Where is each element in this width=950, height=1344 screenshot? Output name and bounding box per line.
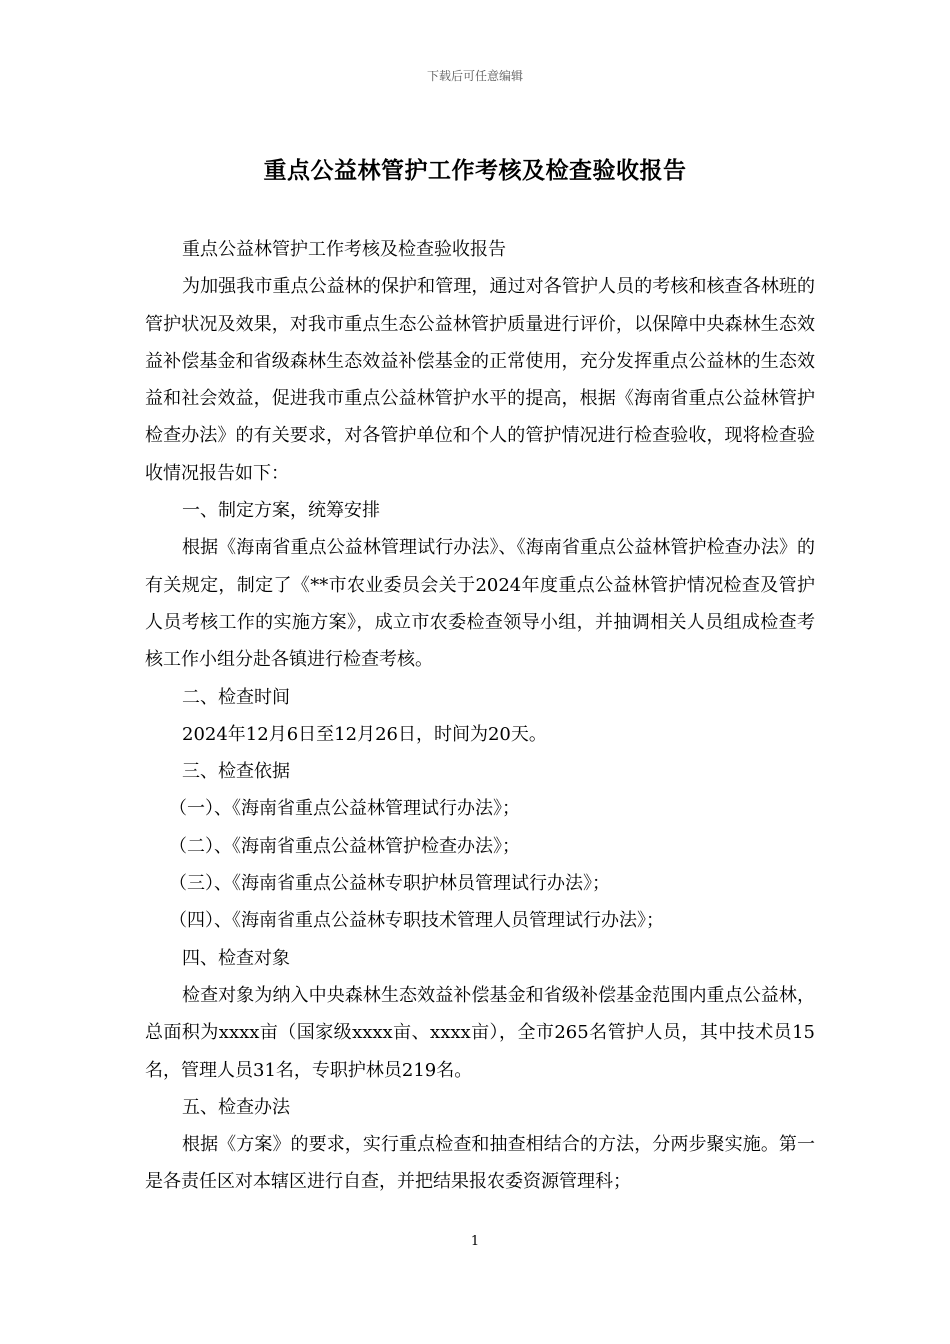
document-body [145,231,815,1201]
list-item-basis-3: （三）、《海南省重点公益林专职护林员管理试行办法》； [169,873,610,895]
paragraph-section-2: 2024年12月6日至12月26日，时间为20天。 [182,723,547,745]
paragraph-section-1: 根据《海南省重点公益林管理试行办法》、《海南省重点公益林管护检查办法》的有关规定，制定了《**市农业委员会关于2024年度重点公益林管护情况检查及管护人员考核工作的实施方案》，成立市农委检查领导小组，并抽调相关人员组成检查考核工作小组分赴各镇进行检查考核。 [145,537,815,671]
section-heading-1: 一、制定方案，统筹安排 [182,500,380,522]
section-heading-5: 五、检查办法 [182,1096,290,1118]
list-item-basis-1: （一）、《海南省重点公益林管理试行办法》； [169,798,520,820]
paragraph-section-4: 检查对象为纳入中央森林生态效益补偿基金和省级补偿基金范围内重点公益林，总面积为xxxx亩（国家级xxxx亩、xxxx亩），全市265名管护人员，其中技术员15名，管理人员31名，专职护林员219名。 [145,984,815,1081]
page-number: 1 [470,1234,480,1249]
section-heading-3: 三、检查依据 [182,761,290,783]
paragraph-section-5: 根据《方案》的要求，实行重点检查和抽查相结合的方法，分两步聚实施。第一是各责任区对本辖区进行自查，并把结果报农委资源管理科； [145,1134,815,1193]
paragraph-subtitle: 重点公益林管护工作考核及检查验收报告 [182,239,506,260]
list-item-basis-2: （二）、《海南省重点公益林管护检查办法》； [169,835,520,857]
section-heading-4: 四、检查对象 [182,947,290,969]
document-title: 重点公益林管护工作考核及检查验收报告 [263,158,687,184]
list-item-basis-4: （四）、《海南省重点公益林专职技术管理人员管理试行办法》； [169,910,664,932]
header-note: 下载后可任意编辑 [426,69,523,83]
paragraph-intro: 为加强我市重点公益林的保护和管理，通过对各管护人员的考核和核查各林班的管护状况及效果，对我市重点生态公益林管护质量进行评价，以保障中央森林生态效益补偿基金和省级森林生态效益补偿基金的正常使用，充分发挥重点公益林的生态效益和社会效益，促进我市重点公益林管护水平的提高，根据《海南省重点公益林管护检查办法》的有关要求，对各管护单位和个人的管护情况进行检查验收，现将检查验收情况报告如下： [145,276,815,484]
section-heading-2: 二、检查时间 [182,686,290,708]
